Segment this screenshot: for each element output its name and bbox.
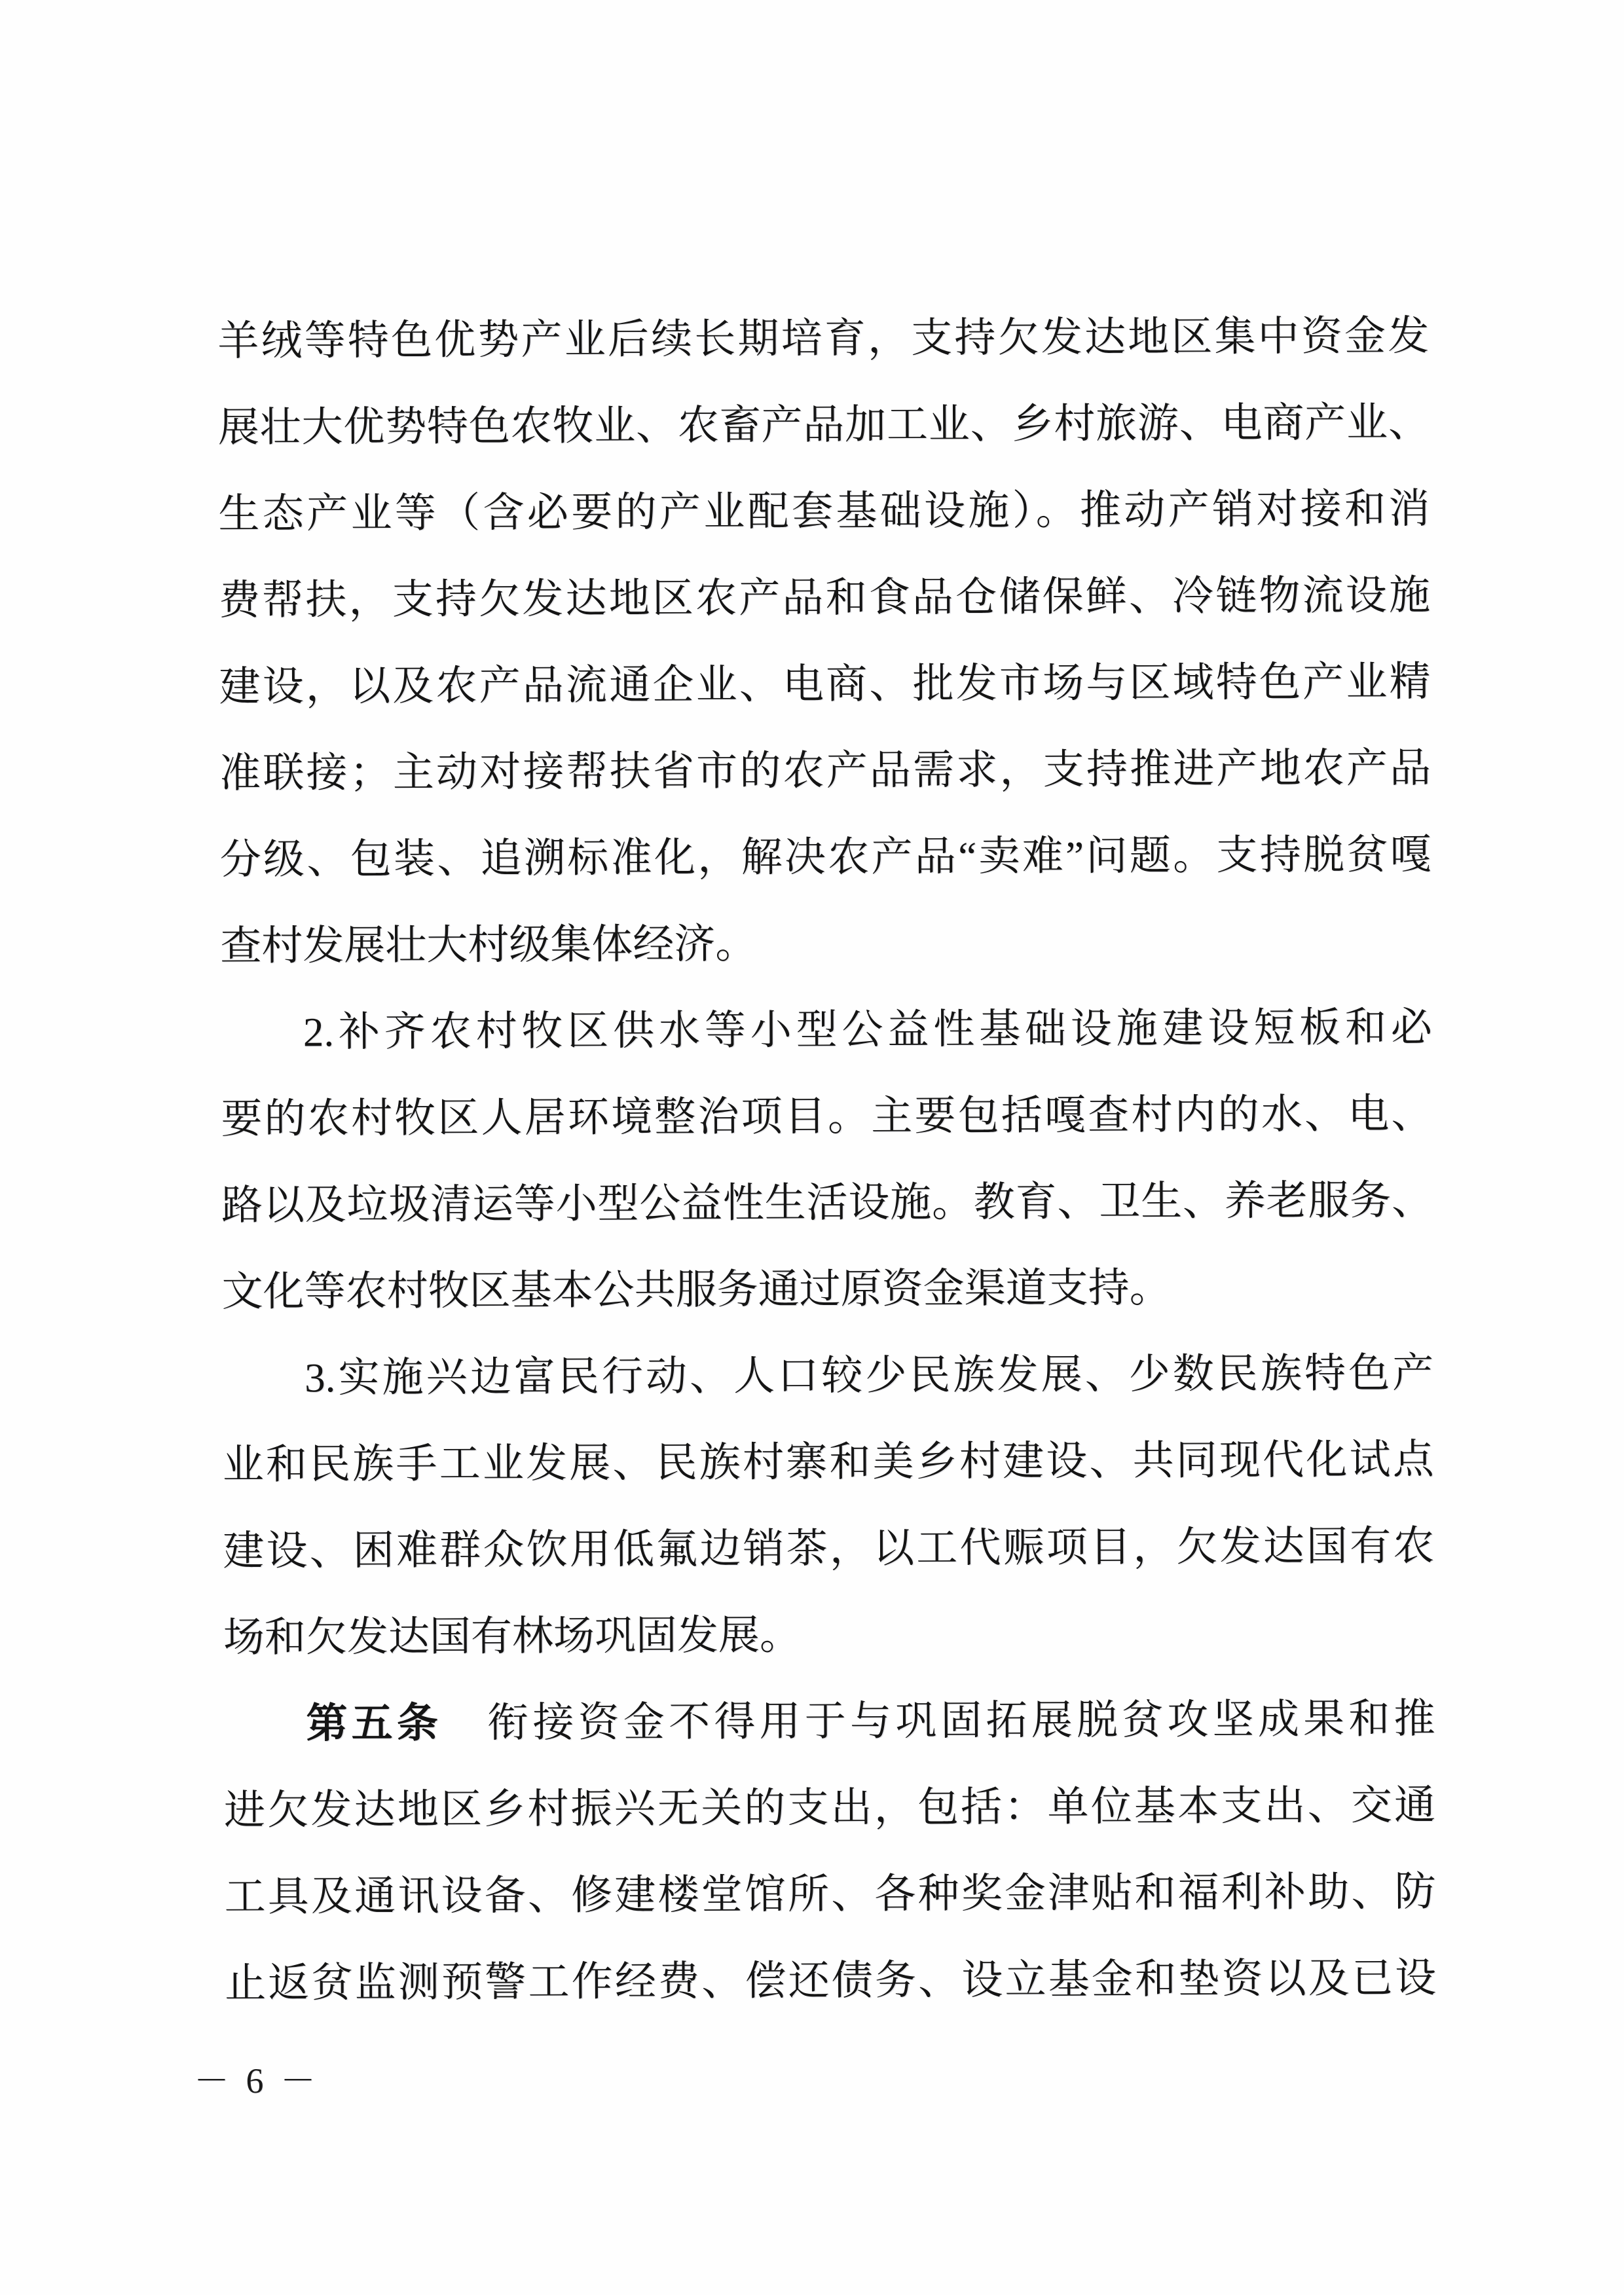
text-line: 工具及通讯设备、修建楼堂馆所、各种奖金津贴和福利补助、防 [224,1868,1436,1920]
text-line: 要的农村牧区人居环境整治项目。主要包括嘎查村内的水、电、 [221,1090,1433,1142]
text-line: 生态产业等（含必要的产业配套基础设施）。推动产销对接和消 [218,485,1430,537]
text-line: 展壮大优势特色农牧业、农畜产品加工业、乡村旅游、电商产业、 [217,399,1430,450]
text-line: 业和民族手工业发展、民族村寨和美乡村建设、共同现代化试点 [222,1436,1434,1488]
body-text-block [217,293,1437,2027]
text-line-item-3: 3.实施兴边富民行动、人口较少民族发展、少数民族特色产 [304,1349,1434,1401]
text-line: 费帮扶，支持欠发达地区农产品和食品仓储保鲜、冷链物流设施 [218,572,1431,623]
text-line: 止返贫监测预警工作经费、偿还债务、设立基金和垫资以及已设 [225,1955,1437,2006]
text-line: 路以及垃圾清运等小型公益性生活设施。教育、卫生、养老服务、 [221,1177,1433,1228]
text-line: 羊绒等特色优势产业后续长期培育，支持欠发达地区集中资金发 [217,312,1430,364]
text-line: 建设，以及农产品流通企业、电商、批发市场与区域特色产业精 [219,658,1431,710]
text-line: 进欠发达地区乡村振兴无关的支出，包括：单位基本支出、交通 [223,1782,1436,1833]
text-line: 文化等农村牧区基本公共服务通过原资金渠道支持。 [221,1264,1171,1315]
text-line: 分级、包装、追溯标准化，解决农产品“卖难”问题。支持脱贫嘎 [219,831,1431,883]
text-line-article-5 [223,1676,1435,1767]
text-line: 建设、困难群众饮用低氟边销茶，以工代赈项目，欠发达国有农 [223,1522,1435,1574]
article-five-body: 衔接资金不得用于与巩固拓展脱贫攻坚成果和推 [441,1695,1435,1746]
text-line: 场和欠发达国有林场巩固发展。 [223,1612,802,1661]
text-line-item-2: 2.补齐农村牧区供水等小型公益性基础设施建设短板和必 [303,1004,1433,1056]
text-line: 查村发展壮大村级集体经济。 [220,921,757,969]
page-number: － 6 － [194,2061,320,2101]
article-five-heading: 第五条 [306,1700,443,1747]
text-line: 准联接；主动对接帮扶省市的农产品需求，支持推进产地农产品 [219,744,1431,796]
